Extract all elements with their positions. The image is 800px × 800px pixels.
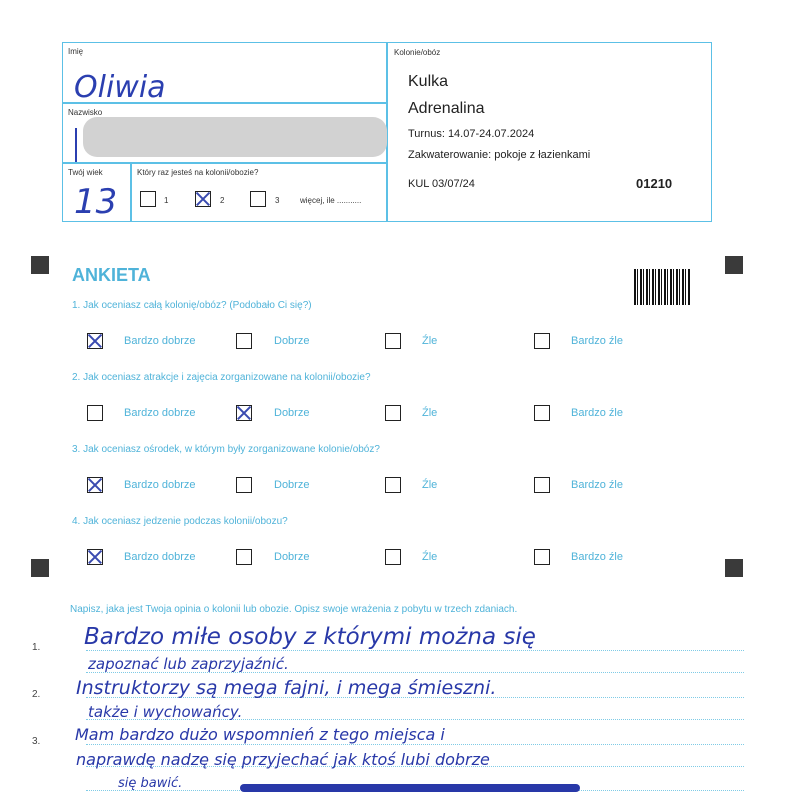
q2-checkbox-dobrze[interactable] (236, 405, 252, 421)
ktory-raz-option-3: 3 (275, 196, 280, 205)
ktory-raz-checkbox-2[interactable] (195, 191, 211, 207)
scribble-strikethrough (240, 784, 580, 792)
nazwisko-label: Nazwisko (68, 108, 103, 117)
opinion-text-line-3[interactable]: Instruktorzy są mega fajni, i mega śmieszni. (76, 677, 497, 699)
opinion-number-3: 3. (32, 736, 41, 747)
q2-option-bardzo-dobrze: Bardzo dobrze (124, 407, 196, 419)
form-number: 01210 (636, 176, 673, 191)
question-1: 1. Jak oceniasz całą kolonię/obóz? (Podobało Ci się?) (72, 300, 312, 311)
q1-option-bardzo-dobrze: Bardzo dobrze (124, 335, 196, 347)
kolonia-name-2: Adrenalina (408, 100, 485, 117)
kolonia-name-1: Kulka (408, 73, 449, 90)
opinion-number-2: 2. (32, 689, 41, 700)
opinion-text-line-1[interactable]: Bardzo miłe osoby z którymi można się (84, 624, 536, 650)
ktory-raz-option-1: 1 (164, 196, 169, 205)
opinion-text-line-2[interactable]: zapoznać lub zaprzyjaźnić. (88, 655, 289, 673)
q4-option-zle: Źle (422, 551, 438, 563)
opinion-text-line-7[interactable]: się bawić. (118, 776, 183, 791)
nazwisko-redaction (83, 117, 387, 157)
q2-option-zle: Źle (422, 407, 438, 419)
registration-mark-bottom-right (725, 559, 743, 577)
opinion-line-5 (86, 744, 744, 745)
ktory-raz-label: Który raz jesteś na kolonii/obozie? (137, 168, 259, 177)
wiek-label: Twój wiek (68, 168, 103, 177)
ktory-raz-option-more: więcej, ile ........... (300, 196, 362, 205)
q1-option-bardzo-zle: Bardzo źle (571, 335, 623, 347)
q2-checkbox-bardzo-zle[interactable] (534, 405, 550, 421)
question-4: 4. Jak oceniasz jedzenie podczas kolonii/obozu? (72, 516, 288, 527)
imie-label: Imię (68, 47, 84, 56)
q1-option-zle: Źle (422, 335, 438, 347)
kolonia-code: KUL 03/07/24 (408, 178, 475, 190)
q2-checkbox-bardzo-dobrze[interactable] (87, 405, 103, 421)
ktory-raz-checkbox-3[interactable] (250, 191, 266, 207)
q4-option-bardzo-zle: Bardzo źle (571, 551, 623, 563)
ktory-raz-option-2: 2 (220, 196, 225, 205)
opinion-text-line-6[interactable]: naprawdę nadzę się przyjechać jak ktoś lubi dobrze (76, 750, 490, 769)
header-row-divider-2 (62, 162, 386, 164)
q1-checkbox-bardzo-dobrze[interactable] (87, 333, 103, 349)
opinion-number-1: 1. (32, 642, 41, 653)
q2-option-bardzo-zle: Bardzo źle (571, 407, 623, 419)
q3-option-zle: Źle (422, 479, 438, 491)
q3-checkbox-dobrze[interactable] (236, 477, 252, 493)
question-2: 2. Jak oceniasz atrakcje i zajęcia zorganizowane na kolonii/obozie? (72, 372, 371, 383)
wiek-value[interactable]: 13 (74, 182, 118, 222)
q3-option-bardzo-zle: Bardzo źle (571, 479, 623, 491)
question-3: 3. Jak oceniasz ośrodek, w którym były zorganizowane kolonie/obóz? (72, 444, 380, 455)
imie-value[interactable]: Oliwia (74, 70, 166, 105)
registration-mark-top-left (31, 256, 49, 274)
turnus: Turnus: 14.07-24.07.2024 (408, 128, 535, 140)
survey-title: ANKIETA (72, 265, 151, 285)
q4-checkbox-dobrze[interactable] (236, 549, 252, 565)
q2-checkbox-zle[interactable] (385, 405, 401, 421)
q3-checkbox-zle[interactable] (385, 477, 401, 493)
ktory-raz-checkbox-1[interactable] (140, 191, 156, 207)
q1-checkbox-dobrze[interactable] (236, 333, 252, 349)
registration-mark-bottom-left (31, 559, 49, 577)
q3-checkbox-bardzo-dobrze[interactable] (87, 477, 103, 493)
q4-checkbox-bardzo-dobrze[interactable] (87, 549, 103, 565)
kolonie-label: Kolonie/obóz (394, 48, 441, 57)
q1-checkbox-bardzo-zle[interactable] (534, 333, 550, 349)
q4-option-bardzo-dobrze: Bardzo dobrze (124, 551, 196, 563)
q1-checkbox-zle[interactable] (385, 333, 401, 349)
q4-option-dobrze: Dobrze (274, 551, 310, 563)
zakwaterowanie: Zakwaterowanie: pokoje z łazienkami (408, 149, 591, 161)
header-col-divider (130, 162, 132, 222)
opinion-prompt: Napisz, jaka jest Twoja opinia o kolonii lub obozie. Opisz swoje wrażenia z pobytu w trzech zdaniach. (70, 604, 518, 615)
barcode (634, 269, 690, 305)
q3-option-dobrze: Dobrze (274, 479, 310, 491)
opinion-line-1 (86, 650, 744, 651)
q4-checkbox-zle[interactable] (385, 549, 401, 565)
opinion-text-line-5[interactable]: Mam bardzo dużo wspomnień z tego miejsca i (75, 725, 445, 744)
q3-option-bardzo-dobrze: Bardzo dobrze (124, 479, 196, 491)
q3-checkbox-bardzo-zle[interactable] (534, 477, 550, 493)
registration-mark-top-right (725, 256, 743, 274)
q4-checkbox-bardzo-zle[interactable] (534, 549, 550, 565)
q2-option-dobrze: Dobrze (274, 407, 310, 419)
opinion-text-line-4[interactable]: także i wychowańcy. (88, 703, 243, 721)
q1-option-dobrze: Dobrze (274, 335, 310, 347)
